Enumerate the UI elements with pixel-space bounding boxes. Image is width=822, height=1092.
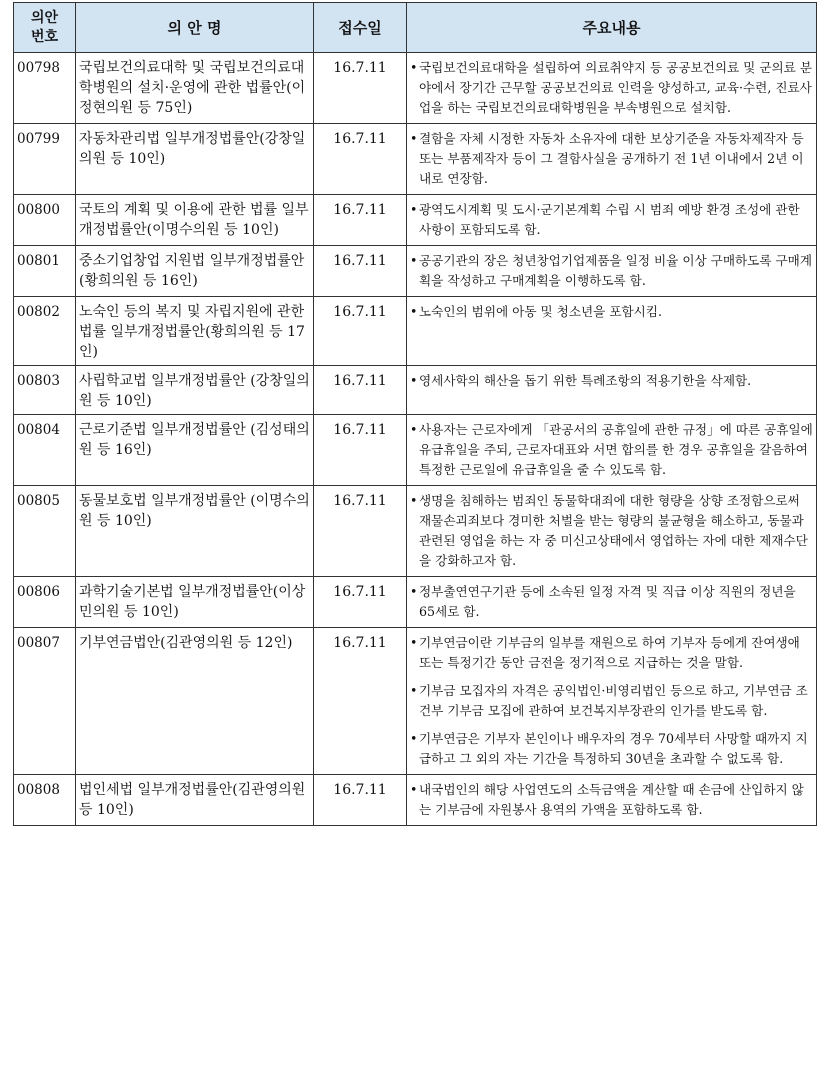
summary-point: [410, 681, 813, 721]
header-summary: 주요내용: [407, 3, 817, 53]
table-row: [14, 53, 817, 124]
bill-name: 법인세법 일부개정법률안(김관영의원 등 10인): [76, 775, 314, 826]
bill-name: 과학기술기본법 일부개정법률안(이상민의원 등 10인): [76, 577, 314, 628]
bullet-icon: •: [410, 683, 418, 698]
table-row: [14, 297, 817, 366]
summary-point: [410, 58, 813, 118]
bill-name: 사립학교법 일부개정법률안 (강창일의원 등 10인): [76, 366, 314, 415]
bill-name: 근로기준법 일부개정법률안 (김성태의원 등 16인): [76, 415, 314, 486]
header-bill-number-line2: 번호: [30, 28, 59, 45]
received-date: 16.7.11: [314, 53, 407, 124]
bullet-icon: •: [410, 304, 418, 319]
received-date: 16.7.11: [314, 124, 407, 195]
bullet-icon: •: [410, 422, 418, 437]
bullet-icon: •: [410, 131, 418, 146]
bill-number: 00798: [14, 53, 76, 124]
bill-summary: [407, 577, 817, 628]
bullet-icon: •: [410, 202, 418, 217]
bill-name: 중소기업창업 지원법 일부개정법률안(황희의원 등 16인): [76, 246, 314, 297]
bill-number: 00802: [14, 297, 76, 366]
summary-point: [410, 129, 813, 189]
bill-number: 00799: [14, 124, 76, 195]
bullet-icon: •: [410, 584, 418, 599]
received-date: 16.7.11: [314, 297, 407, 366]
bill-name: 국립보건의료대학 및 국립보건의료대학병원의 설치·운영에 관한 법률안(이정현의원 등 75인): [76, 53, 314, 124]
header-bill-number-line1: 의안: [30, 9, 59, 26]
table-row: [14, 415, 817, 486]
table-row: [14, 124, 817, 195]
bill-summary: [407, 415, 817, 486]
bill-number: 00801: [14, 246, 76, 297]
bill-name: 자동차관리법 일부개정법률안(강창일의원 등 10인): [76, 124, 314, 195]
table-row: [14, 195, 817, 246]
summary-text: 국립보건의료대학을 설립하여 의료취약지 등 공공보건의료 및 군의료 분야에서 장기간 근무할 공공보건의료 인력을 양성하고, 교육·수련, 진료사업을 하는 국립보건의료대학병원을 부속병원으로 설치함.: [419, 60, 812, 115]
table-row: [14, 577, 817, 628]
bullet-icon: •: [410, 493, 418, 508]
summary-text: 정부출연연구기관 등에 소속된 일정 자격 및 직급 이상 직원의 정년을 65세로 함.: [419, 584, 796, 619]
table-row: [14, 366, 817, 415]
bill-number: 00807: [14, 628, 76, 775]
header-bill-name: 의 안 명: [76, 3, 314, 53]
summary-point: [410, 582, 813, 622]
bill-name: 국토의 계획 및 이용에 관한 법률 일부개정법률안(이명수의원 등 10인): [76, 195, 314, 246]
summary-point: [410, 491, 813, 571]
summary-text: 광역도시계획 및 도시·군기본계획 수립 시 범죄 예방 환경 조성에 관한 사항이 포함되도록 함.: [419, 202, 800, 237]
summary-text: 내국법인의 해당 사업연도의 소득금액을 계산할 때 손금에 산입하지 않는 기부금에 자원봉사 용역의 가액을 포함하도록 함.: [419, 782, 804, 817]
summary-point: [410, 200, 813, 240]
summary-text: 노숙인의 범위에 아동 및 청소년을 포함시킴.: [419, 304, 662, 319]
table-body: [14, 53, 817, 826]
bill-summary: [407, 628, 817, 775]
bill-name: 동물보호법 일부개정법률안 (이명수의원 등 10인): [76, 486, 314, 577]
summary-point: [410, 633, 813, 673]
summary-point: [410, 729, 813, 769]
summary-point: [410, 420, 813, 480]
bill-number: 00805: [14, 486, 76, 577]
table-row: [14, 775, 817, 826]
summary-text: 공공기관의 장은 청년창업기업제품을 일정 비율 이상 구매하도록 구매계획을 작성하고 구매계획을 이행하도록 함.: [419, 253, 812, 288]
header-bill-number: [14, 3, 76, 53]
bullet-icon: •: [410, 253, 418, 268]
summary-point: [410, 780, 813, 820]
bill-number: 00800: [14, 195, 76, 246]
bill-summary: [407, 297, 817, 366]
bill-name: 기부연금법안(김관영의원 등 12인): [76, 628, 314, 775]
bullet-icon: •: [410, 782, 418, 797]
received-date: 16.7.11: [314, 577, 407, 628]
table-header: [14, 3, 817, 53]
header-row: [14, 3, 817, 53]
received-date: 16.7.11: [314, 775, 407, 826]
bill-number: 00803: [14, 366, 76, 415]
received-date: 16.7.11: [314, 415, 407, 486]
summary-point: [410, 371, 813, 391]
bill-name: 노숙인 등의 복지 및 자립지원에 관한 법률 일부개정법률안(황희의원 등 17인): [76, 297, 314, 366]
summary-text: 사용자는 근로자에게 「관공서의 공휴일에 관한 규정」에 따른 공휴일에 유급휴일을 주되, 근로자대표와 서면 합의를 한 경우 공휴일을 갈음하여 특정한 근로일에 유급휴일을 줄 수 있도록 함.: [419, 422, 813, 477]
summary-point: [410, 251, 813, 291]
bill-number: 00808: [14, 775, 76, 826]
received-date: 16.7.11: [314, 195, 407, 246]
received-date: 16.7.11: [314, 246, 407, 297]
bill-summary: [407, 124, 817, 195]
bill-summary: [407, 195, 817, 246]
bill-number: 00804: [14, 415, 76, 486]
bullet-icon: •: [410, 373, 418, 388]
received-date: 16.7.11: [314, 366, 407, 415]
bill-summary: [407, 246, 817, 297]
header-received-date: 접수일: [314, 3, 407, 53]
summary-text: 생명을 침해하는 범죄인 동물학대죄에 대한 형량을 상향 조정함으로써 재물손괴죄보다 경미한 처벌을 받는 형량의 불균형을 해소하고, 동물과 관련된 영업을 하는 자 중 미신고상태에서 영업하는 자에 대한 제재수단을 강화하고자 함.: [419, 493, 808, 568]
summary-point: [410, 302, 813, 322]
bill-summary: [407, 775, 817, 826]
bill-summary: [407, 366, 817, 415]
bill-table: [13, 2, 817, 826]
summary-text: 영세사학의 해산을 돕기 위한 특례조항의 적용기한을 삭제함.: [419, 373, 752, 388]
summary-text: 기부연금은 기부자 본인이나 배우자의 경우 70세부터 사망할 때까지 지급하고 그 외의 자는 기간을 특정하되 30년을 초과할 수 없도록 함.: [419, 731, 808, 766]
summary-text: 기부연금이란 기부금의 일부를 재원으로 하여 기부자 등에게 잔여생애 또는 특정기간 동안 금전을 정기적으로 지급하는 것을 말함.: [419, 635, 800, 670]
bullet-icon: •: [410, 60, 418, 75]
bullet-icon: •: [410, 731, 418, 746]
summary-text: 기부금 모집자의 자격은 공익법인·비영리법인 등으로 하고, 기부연금 조건부 기부금 모집에 관하여 보건복지부장관의 인가를 받도록 함.: [419, 683, 808, 718]
summary-text: 결함을 자체 시정한 자동차 소유자에 대한 보상기준을 자동차제작자 등 또는 부품제작자 등이 그 결함사실을 공개하기 전 1년 이내에서 2년 이내로 연장함.: [419, 131, 804, 186]
table-row: [14, 486, 817, 577]
bullet-icon: •: [410, 635, 418, 650]
received-date: 16.7.11: [314, 628, 407, 775]
received-date: 16.7.11: [314, 486, 407, 577]
table-row: [14, 246, 817, 297]
bill-number: 00806: [14, 577, 76, 628]
bill-summary: [407, 53, 817, 124]
bill-summary: [407, 486, 817, 577]
table-row: [14, 628, 817, 775]
